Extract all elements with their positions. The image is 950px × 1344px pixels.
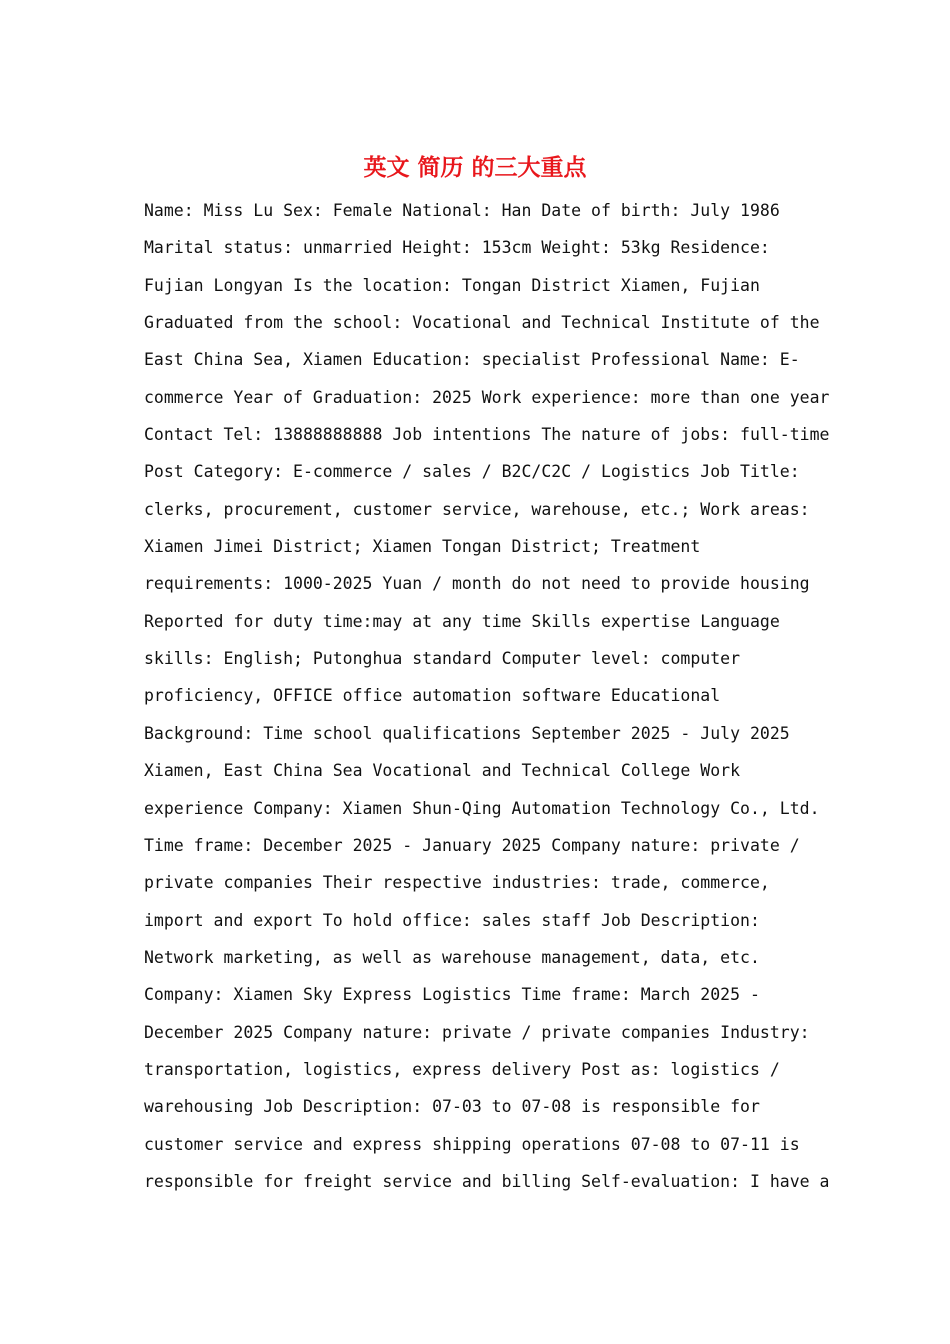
body-line: requirements: 1000-2025 Yuan / month do not need to provide housing <box>144 574 810 594</box>
body-line: Graduated from the school: Vocational and Technical Institute of the <box>144 313 820 333</box>
body-line: responsible for freight service and billing Self-evaluation: I have a <box>144 1171 830 1191</box>
body-line: clerks, procurement, customer service, warehouse, etc.; Work areas: <box>144 499 810 519</box>
body-line: proficiency, OFFICE office automation software Educational <box>144 686 721 706</box>
body-line: commerce Year of Graduation: 2025 Work experience: more than one year <box>144 387 830 407</box>
body-line: Contact Tel: 13888888888 Job intentions The nature of jobs: full-time <box>144 425 830 445</box>
body-line: experience Company: Xiamen Shun-Qing Automation Technology Co., Ltd. <box>144 798 820 818</box>
body-line: warehousing Job Description: 07-03 to 07-08 is responsible for <box>144 1097 760 1117</box>
body-line: import and export To hold office: sales staff Job Description: <box>144 910 760 930</box>
body-line: Xiamen, East China Sea Vocational and Technical College Work <box>144 761 741 781</box>
body-line: customer service and express shipping operations 07-08 to 07-11 is <box>144 1134 800 1154</box>
body-line: Marital status: unmarried Height: 153cm Weight: 53kg Residence: <box>144 238 770 258</box>
body-line: December 2025 Company nature: private / private companies Industry: <box>144 1022 810 1042</box>
body-line: Company: Xiamen Sky Express Logistics Time frame: March 2025 - <box>144 985 760 1005</box>
body-line: Time frame: December 2025 - January 2025 Company nature: private / <box>144 835 800 855</box>
body-line: Name: Miss Lu Sex: Female National: Han Date of birth: July 1986 <box>144 201 780 220</box>
document-title: 英文 简历 的三大重点 <box>363 155 587 181</box>
body-line: Background: Time school qualifications September 2025 - July 2025 <box>144 723 790 743</box>
body-line: skills: English; Putonghua standard Computer level: computer <box>144 649 741 669</box>
body-line: Reported for duty time:may at any time Skills expertise Language <box>144 611 780 631</box>
body-line: transportation, logistics, express delivery Post as: logistics / <box>144 1059 780 1079</box>
body-line: Fujian Longyan Is the location: Tongan District Xiamen, Fujian <box>144 275 760 295</box>
body-line: Network marketing, as well as warehouse management, data, etc. <box>144 947 760 967</box>
body-line: Xiamen Jimei District; Xiamen Tongan District; Treatment <box>144 537 701 557</box>
body-line: East China Sea, Xiamen Education: specialist Professional Name: E- <box>144 350 800 370</box>
body-line: Post Category: E-commerce / sales / B2C/C2C / Logistics Job Title: <box>144 462 800 482</box>
document-body <box>144 192 830 1200</box>
body-line: private companies Their respective industries: trade, commerce, <box>144 873 770 893</box>
